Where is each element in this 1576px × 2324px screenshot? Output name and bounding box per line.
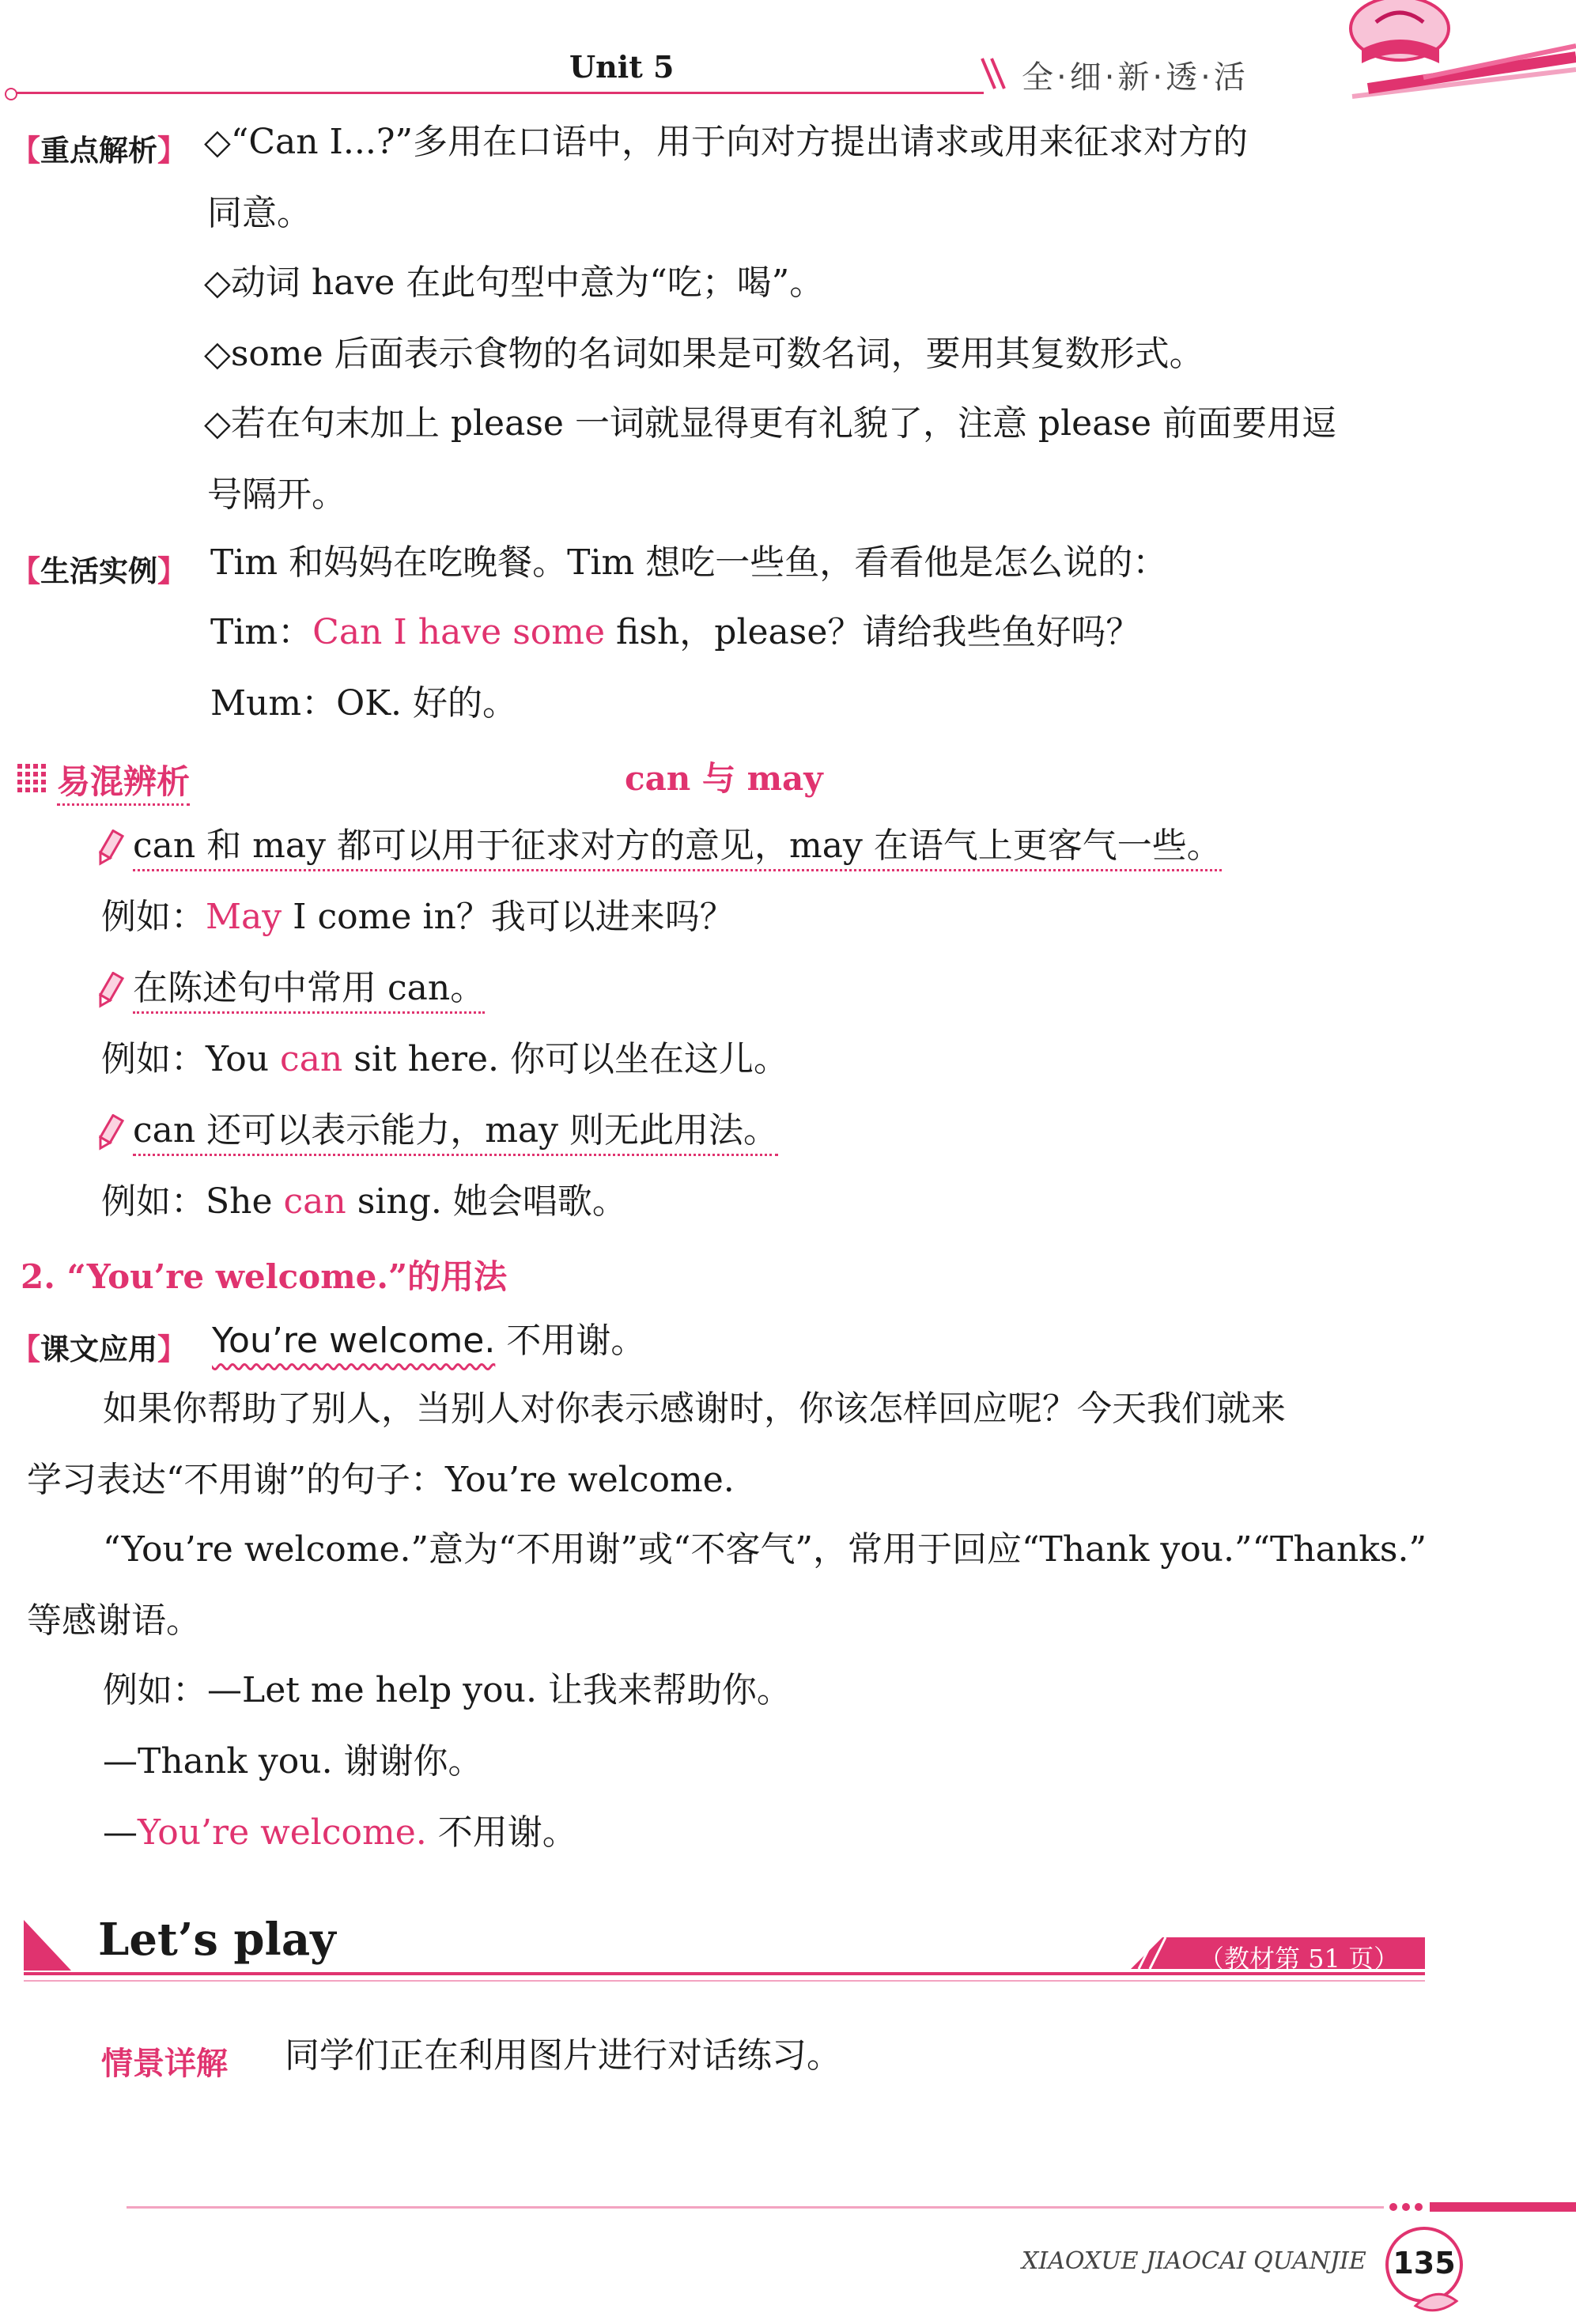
lets-play-title: Let’s play xyxy=(98,1914,336,1966)
header-book-logo-icon xyxy=(1321,0,1576,106)
header-series: 全·细·新·透·活 xyxy=(1022,59,1249,96)
section2-heading: 2. “You’re welcome.”的用法 xyxy=(21,1257,508,1296)
tag-life-example: 【生活实例】 xyxy=(11,554,187,588)
section2-para2b: 等感谢语。 xyxy=(27,1600,201,1641)
key-point-2: ◇动词 have 在此句型中意为“吃；喝”。 xyxy=(204,263,825,303)
pencil-icon xyxy=(93,1114,125,1152)
pencil-icon xyxy=(93,972,125,1010)
section2-para1a: 如果你帮助了别人，当别人对你表示感谢时，你该怎样回应呢？今天我们就来 xyxy=(103,1389,1286,1429)
pencil-icon xyxy=(93,829,125,867)
footer-dots xyxy=(1387,2199,1576,2218)
lets-play-triangle-icon xyxy=(24,1920,71,1974)
confusion-example-1: 例如：May I come in？我可以进来吗？ xyxy=(101,897,735,937)
life-example-tim: Tim：Can I have some fish，please？请给我些鱼好吗？ xyxy=(210,612,1141,652)
confusion-item-1: can 和 may 都可以用于征求对方的意见，may 在语气上更客气一些。 xyxy=(93,822,1222,870)
confusion-label: 易混辨析 xyxy=(57,756,190,806)
key-point-1a: ◇“Can I...?”多用在口语中，用于向对方提出请求或用来征求对方的 xyxy=(204,122,1248,162)
key-point-4b: 号隔开。 xyxy=(207,474,346,515)
life-example-intro: Tim 和妈妈在吃晚餐。Tim 想吃一些鱼，看看他是怎么说的： xyxy=(210,542,1168,583)
section2-example-1: 例如：—Let me help you. 让我来帮助你。 xyxy=(103,1670,792,1710)
header-slash-icon xyxy=(977,55,1009,95)
tag-key-points: 【重点解析】 xyxy=(11,134,187,168)
section2-para2a: “You’re welcome.”意为“不用谢”或“不客气”，常用于回应“Thank you.”“Thanks.” xyxy=(103,1529,1427,1570)
tag-text-application: 【课文应用】 xyxy=(11,1332,187,1366)
grid-icon xyxy=(17,764,49,799)
header-rule-dot xyxy=(5,88,17,100)
section2-phrase: You’re welcome. 不用谢。 xyxy=(212,1321,646,1361)
confusion-title: can 与 may xyxy=(625,759,823,798)
key-point-3: ◇some 后面表示食物的名词如果是可数名词，要用其复数形式。 xyxy=(204,334,1204,374)
life-example-mum: Mum：OK. 好的。 xyxy=(210,683,518,724)
key-point-1b: 同意。 xyxy=(207,193,312,233)
page-number: 135 xyxy=(1393,2246,1456,2281)
section2-example-3: —You’re welcome. 不用谢。 xyxy=(103,1812,577,1853)
confusion-item-2: 在陈述句中常用 can。 xyxy=(93,965,485,1012)
page-ref-text: （教材第 51 页） xyxy=(1199,1944,1400,1974)
confusion-item-3: can 还可以表示能力，may 则无此用法。 xyxy=(93,1107,778,1154)
confusion-example-2: 例如：You can sit here. 你可以坐在这儿。 xyxy=(101,1039,788,1079)
scene-tag: 情景详解 xyxy=(101,2046,228,2082)
section2-example-2: —Thank you. 谢谢你。 xyxy=(103,1741,483,1782)
key-point-4a: ◇若在句末加上 please 一词就显得更有礼貌了，注意 please 前面要用逗 xyxy=(204,403,1337,444)
header-rule xyxy=(11,92,984,94)
section2-para1b: 学习表达“不用谢”的句子：You’re welcome. xyxy=(27,1460,735,1500)
footer-rule xyxy=(127,2206,1384,2209)
lets-play-rule-thin xyxy=(24,1980,1425,1982)
confusion-example-3: 例如：She can sing. 她会唱歌。 xyxy=(101,1181,627,1222)
footer-leaf-icon xyxy=(1412,2290,1460,2320)
header-unit: Unit 5 xyxy=(569,49,675,85)
page-ref-badge xyxy=(1131,1937,1425,1974)
scene-text: 同学们正在利用图片进行对话练习。 xyxy=(285,2035,841,2076)
footer-series-name: XIAOXUE JIAOCAI QUANJIE xyxy=(1022,2247,1366,2275)
